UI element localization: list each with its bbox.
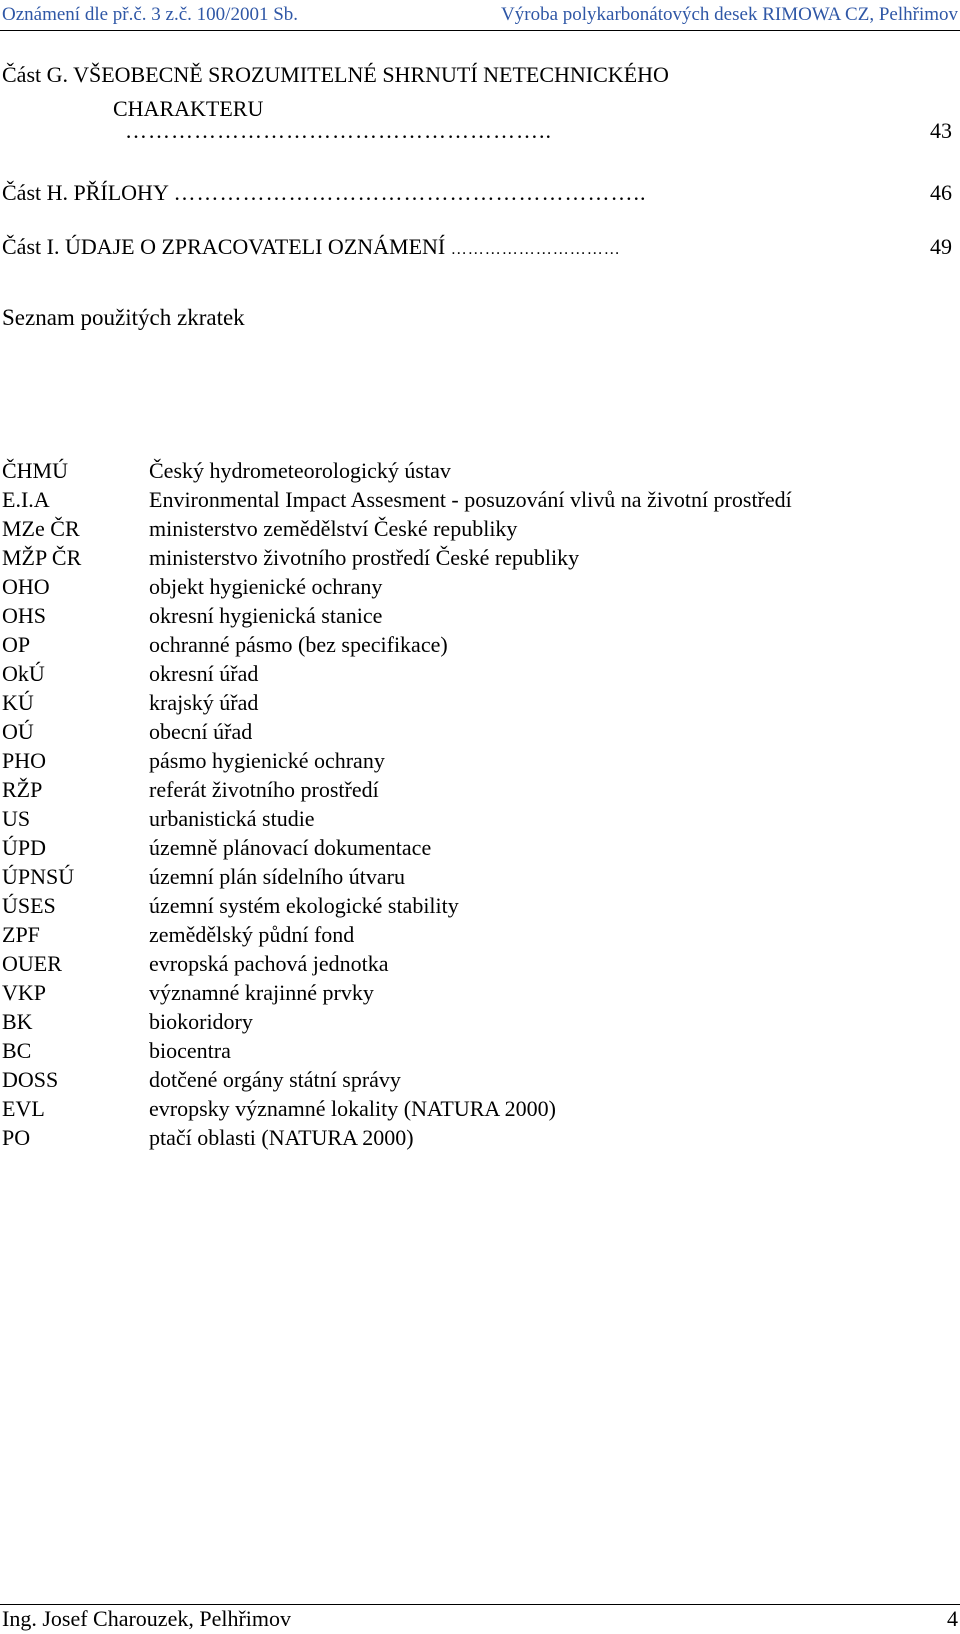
toc-entry-h-leader: …………………………………………………….. <box>173 180 647 205</box>
abbr-row <box>2 659 952 688</box>
abbr-row <box>2 746 952 775</box>
abbr-definition: územně plánovací dokumentace <box>149 835 432 860</box>
abbr-row <box>2 456 952 485</box>
abbr-code: OUER <box>2 951 62 976</box>
abbr-definition: ministerstvo životního prostředí České republiky <box>149 545 580 570</box>
toc-entry-g-title: Část G. VŠEOBECNĚ SROZUMITELNÉ SHRNUTÍ NETECHNICKÉHO <box>2 62 669 87</box>
abbr-row <box>2 833 952 862</box>
abbr-definition: okresní hygienická stanice <box>149 603 383 628</box>
abbr-row <box>2 1094 952 1123</box>
abbr-code: ÚPD <box>2 835 47 860</box>
abbr-code: ÚPNSÚ <box>2 864 75 889</box>
toc-entry-i-leader: ………………………… <box>450 241 621 258</box>
toc-entry-h[interactable] <box>2 176 952 210</box>
abbr-row <box>2 891 952 920</box>
toc-entry-g-title-cont: CHARAKTERU <box>113 96 264 121</box>
abbr-code: BK <box>2 1009 33 1034</box>
toc-entry-g-leader: ……………………………………………….. <box>125 118 552 143</box>
toc-entry-i-title: Část I. ÚDAJE O ZPRACOVATELI OZNÁMENÍ <box>2 234 446 259</box>
abbr-definition: urbanistická studie <box>149 806 315 831</box>
abbr-definition: územní plán sídelního útvaru <box>149 864 405 889</box>
abbr-definition: evropská pachová jednotka <box>149 951 389 976</box>
abbr-row <box>2 775 952 804</box>
abbr-code: BC <box>2 1038 32 1063</box>
abbr-code: E.I.A <box>2 487 50 512</box>
abbr-definition: dotčené orgány státní správy <box>149 1067 401 1092</box>
abbr-definition: Český hydrometeorologický ústav <box>149 458 451 483</box>
abbr-definition: referát životního prostředí <box>149 777 379 802</box>
toc-entry-g-page: 43 <box>930 118 952 143</box>
toc-entry-i[interactable] <box>2 230 952 264</box>
abbr-row <box>2 688 952 717</box>
header-document-reference: Oznámení dle př.č. 3 z.č. 100/2001 Sb. <box>2 4 299 25</box>
page-header <box>2 4 958 30</box>
abbr-definition: významné krajinné prvky <box>149 980 374 1005</box>
abbr-code: OÚ <box>2 719 34 744</box>
abbr-definition: ministerstvo zemědělství České republiky <box>149 516 518 541</box>
abbr-definition: ochranné pásmo (bez specifikace) <box>149 632 448 657</box>
abbr-definition: biocentra <box>149 1038 231 1063</box>
abbr-code: DOSS <box>2 1067 59 1092</box>
abbr-definition: pásmo hygienické ochrany <box>149 748 385 773</box>
abbr-definition: územní systém ekologické stability <box>149 893 459 918</box>
abbr-definition: krajský úřad <box>149 690 259 715</box>
abbr-definition: zemědělský půdní fond <box>149 922 355 947</box>
toc-entry-g-line1[interactable] <box>2 58 952 92</box>
abbr-code: KÚ <box>2 690 34 715</box>
toc-entry-g-page-line <box>2 114 952 148</box>
abbr-row <box>2 920 952 949</box>
abbr-row <box>2 804 952 833</box>
abbr-code: PO <box>2 1125 31 1150</box>
page-number: 4 <box>947 1606 958 1631</box>
abbr-row <box>2 630 952 659</box>
abbr-definition: obecní úřad <box>149 719 253 744</box>
abbr-definition: ptačí oblasti (NATURA 2000) <box>149 1125 414 1150</box>
abbr-row <box>2 514 952 543</box>
abbreviation-list <box>2 456 952 1152</box>
abbr-row <box>2 978 952 1007</box>
abbr-code: ZPF <box>2 922 40 947</box>
toc-entry-h-page: 46 <box>930 180 952 205</box>
abbr-code: RŽP <box>2 777 43 802</box>
abbr-row <box>2 1123 952 1152</box>
abbr-row <box>2 485 952 514</box>
abbr-code: OkÚ <box>2 661 45 686</box>
abbr-code: ČHMÚ <box>2 458 69 483</box>
abbr-definition: biokoridory <box>149 1009 253 1034</box>
abbr-definition: okresní úřad <box>149 661 259 686</box>
abbr-code: MZe ČR <box>2 516 80 541</box>
abbr-code: VKP <box>2 980 47 1005</box>
toc-entry-i-page: 49 <box>930 234 952 259</box>
toc-entry-h-title: Část H. PŘÍLOHY <box>2 180 169 205</box>
footer-author: Ing. Josef Charouzek, Pelhřimov <box>2 1606 291 1631</box>
header-rule <box>0 30 960 31</box>
abbr-definition: objekt hygienické ochrany <box>149 574 383 599</box>
abbr-code: ÚSES <box>2 893 56 918</box>
abbr-row <box>2 1065 952 1094</box>
abbr-row <box>2 862 952 891</box>
abbr-row <box>2 1036 952 1065</box>
abbr-code: PHO <box>2 748 47 773</box>
page-footer <box>2 1604 958 1634</box>
abbr-code: EVL <box>2 1096 45 1121</box>
header-project-title: Výroba polykarbonátových desek RIMOWA CZ, Pelhřimov <box>501 4 958 25</box>
section-title: Seznam použitých zkratek <box>2 305 245 330</box>
abbr-code: MŽP ČR <box>2 545 82 570</box>
abbr-row <box>2 949 952 978</box>
abbr-row <box>2 543 952 572</box>
abbr-code: OHO <box>2 574 50 599</box>
abbr-row <box>2 717 952 746</box>
abbr-row <box>2 1007 952 1036</box>
abbr-code: US <box>2 806 31 831</box>
abbr-definition: evropsky významné lokality (NATURA 2000) <box>149 1096 556 1121</box>
abbr-row <box>2 601 952 630</box>
abbr-code: OP <box>2 632 31 657</box>
abbr-definition: Environmental Impact Assesment - posuzování vlivů na životní prostředí <box>149 487 792 512</box>
abbr-row <box>2 572 952 601</box>
abbr-code: OHS <box>2 603 47 628</box>
